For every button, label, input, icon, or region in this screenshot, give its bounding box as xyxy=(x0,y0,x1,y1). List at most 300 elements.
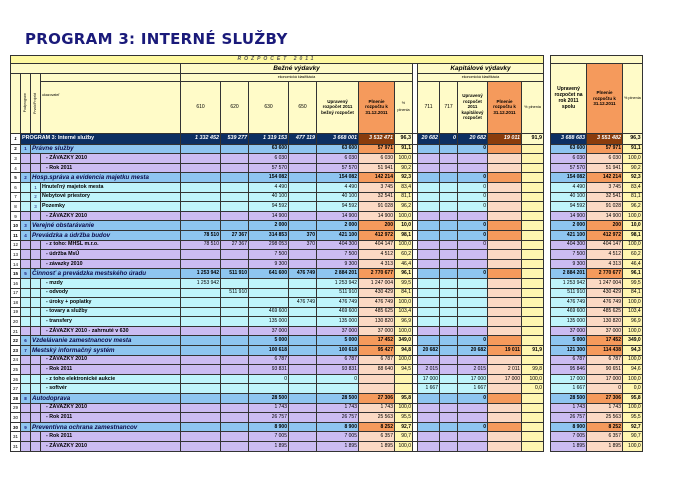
pct-bezny: 100,0 xyxy=(395,442,413,452)
val-650 xyxy=(289,374,317,384)
subprogram-number: 3 xyxy=(21,221,31,231)
plnenie-spolu: 32 541 xyxy=(587,192,623,202)
plnenie-spolu: 1 895 xyxy=(587,442,623,452)
upr-kap: 0 xyxy=(458,144,488,154)
val-620: 511 910 xyxy=(221,288,249,298)
plnenie-spolu: 3 745 xyxy=(587,182,623,192)
val-610: 78 510 xyxy=(181,230,221,240)
val-610 xyxy=(181,154,221,164)
val-620 xyxy=(221,173,249,183)
table-row xyxy=(11,133,643,144)
upr-kap xyxy=(458,298,488,308)
plnenie-kap xyxy=(488,192,522,202)
upr-bezny-header: Upravený rozpočet 2011 bežný rozpočet xyxy=(317,81,359,133)
pct-kap xyxy=(522,163,544,173)
row-label: Nebytové priestory xyxy=(41,192,181,202)
upr-bezny: 37 000 xyxy=(317,326,359,336)
val-620: 511 910 xyxy=(221,269,249,279)
row-number: 31 xyxy=(11,432,21,442)
pct-kap xyxy=(522,326,544,336)
subprogram-cell xyxy=(21,317,31,327)
val-650: 370 xyxy=(289,230,317,240)
pct-bezny xyxy=(395,384,413,394)
subprogram-number: 4 xyxy=(21,230,31,240)
val-650 xyxy=(289,365,317,375)
upr-kap xyxy=(458,211,488,221)
pct-bezny: 46,4 xyxy=(395,259,413,269)
upr-kap xyxy=(458,154,488,164)
val-650 xyxy=(289,221,317,231)
plnenie-spolu: 6 787 xyxy=(587,355,623,365)
pct-bezny: 100,0 xyxy=(395,298,413,308)
pct-kap xyxy=(522,230,544,240)
pct-spolu: 100,0 xyxy=(623,355,643,365)
upr-kap: 20 682 xyxy=(458,346,488,356)
upr-bezny: 6 030 xyxy=(317,154,359,164)
plnenie-bezny: 4 313 xyxy=(359,259,395,269)
plnenie-bezny: 412 972 xyxy=(359,230,395,240)
plnenie-kap xyxy=(488,221,522,231)
pct-kap xyxy=(522,288,544,298)
val-610: 1 253 942 xyxy=(181,278,221,288)
val-620 xyxy=(221,278,249,288)
upr-bezny: 4 490 xyxy=(317,182,359,192)
plnenie-spolu: 51 941 xyxy=(587,163,623,173)
row-label: - mzdy xyxy=(41,278,181,288)
upr-bezny: 6 787 xyxy=(317,355,359,365)
plnenie-bezny: 25 563 xyxy=(359,413,395,423)
plnenie-spolu: 4 313 xyxy=(587,259,623,269)
val-610 xyxy=(181,144,221,154)
subprogram-cell xyxy=(21,403,31,413)
upr-spolu: 1 895 xyxy=(551,442,587,452)
upr-bezny: 100 618 xyxy=(317,346,359,356)
upr-kap: 0 xyxy=(458,394,488,404)
pct-bezny: 60,2 xyxy=(395,250,413,260)
upr-bezny xyxy=(317,384,359,394)
plnenie-bezny: 130 820 xyxy=(359,317,395,327)
val-650 xyxy=(289,307,317,317)
val-630 xyxy=(249,384,289,394)
subprogram-number: 9 xyxy=(21,422,31,432)
val-610 xyxy=(181,394,221,404)
val-711: 20 682 xyxy=(418,346,440,356)
upr-spolu: 63 600 xyxy=(551,144,587,154)
upr-kap xyxy=(458,432,488,442)
row-label: Právne služby xyxy=(31,144,181,154)
table-row xyxy=(11,259,643,269)
table-row xyxy=(11,250,643,260)
pct-spolu: 95,8 xyxy=(623,394,643,404)
plnenie-spolu: 91 028 xyxy=(587,202,623,212)
upr-bezny: 57 570 xyxy=(317,163,359,173)
plnenie-bezny: 57 971 xyxy=(359,144,395,154)
plnenie-bezny: 3 532 471 xyxy=(359,133,395,144)
upr-bezny: 94 592 xyxy=(317,202,359,212)
val-717 xyxy=(440,211,458,221)
plnenie-kap xyxy=(488,259,522,269)
val-610 xyxy=(181,374,221,384)
plnenie-kap xyxy=(488,288,522,298)
row-label: - transfery xyxy=(41,317,181,327)
plnenie-kap xyxy=(488,173,522,183)
val-650 xyxy=(289,346,317,356)
pct-spolu: 100,0 xyxy=(623,298,643,308)
plnenie-bezny: 476 749 xyxy=(359,298,395,308)
element-number xyxy=(31,384,41,394)
subprogram-cell xyxy=(21,163,31,173)
upr-bezny: 8 900 xyxy=(317,422,359,432)
val-711: 17 000 xyxy=(418,374,440,384)
upr-spolu: 95 846 xyxy=(551,365,587,375)
pct-spolu: 60,2 xyxy=(623,250,643,260)
subprogram-cell xyxy=(21,240,31,250)
table-row xyxy=(11,336,643,346)
upr-bezny: 40 100 xyxy=(317,192,359,202)
upr-bezny: 7 005 xyxy=(317,432,359,442)
table-row xyxy=(11,326,643,336)
table-row xyxy=(11,182,643,192)
val-610 xyxy=(181,422,221,432)
plnenie-spolu: 476 749 xyxy=(587,298,623,308)
val-717 xyxy=(440,182,458,192)
val-610 xyxy=(181,346,221,356)
table-row xyxy=(11,240,643,250)
row-label: - ZÁVAZKY 2010 - zahrnuté v 630 xyxy=(41,326,181,336)
table-row xyxy=(11,269,643,279)
upr-kap: 0 xyxy=(458,192,488,202)
pct-kap xyxy=(522,250,544,260)
val-610 xyxy=(181,163,221,173)
row-label: - úroky + poplatky xyxy=(41,298,181,308)
plnenie-bezny: 3 745 xyxy=(359,182,395,192)
val-711 xyxy=(418,173,440,183)
val-711 xyxy=(418,403,440,413)
row-label: - z toho elektronické aukcie xyxy=(41,374,181,384)
row-number: 25 xyxy=(11,365,21,375)
plnenie-bezny: 32 541 xyxy=(359,192,395,202)
plnenie-bezny-header: Plnenie rozpočtu k 31.12.2011 xyxy=(359,81,395,133)
upr-spolu-header: Upravený rozpočet na rok 2011 spolu xyxy=(551,64,587,134)
val-711 xyxy=(418,336,440,346)
row-number: 13 xyxy=(11,250,21,260)
budget-table xyxy=(10,55,643,452)
row-label: - softvér xyxy=(41,384,181,394)
plnenie-bezny: 1 743 xyxy=(359,403,395,413)
val-711 xyxy=(418,259,440,269)
table-row xyxy=(11,307,643,317)
pct-spolu-header: % plnenia xyxy=(623,64,643,134)
val-711 xyxy=(418,221,440,231)
val-711 xyxy=(418,202,440,212)
element-number xyxy=(31,250,41,260)
pct-spolu: 96,3 xyxy=(623,133,643,144)
pct-kap xyxy=(522,413,544,423)
podprogram-header: Podprogram xyxy=(23,93,27,113)
upr-kap xyxy=(458,278,488,288)
val-610 xyxy=(181,307,221,317)
pct-kap xyxy=(522,182,544,192)
val-610 xyxy=(181,442,221,452)
val-711 xyxy=(418,355,440,365)
row-label: - odvody xyxy=(41,288,181,298)
pct-bezny: 90,7 xyxy=(395,432,413,442)
pct-kap xyxy=(522,394,544,404)
page-title: PROGRAM 3: INTERNÉ SLUŽBY xyxy=(25,30,288,48)
row-number: 14 xyxy=(11,259,21,269)
upr-bezny: 469 600 xyxy=(317,307,359,317)
val-630: 9 300 xyxy=(249,259,289,269)
upr-kap: 0 xyxy=(458,182,488,192)
upr-bezny: 476 749 xyxy=(317,298,359,308)
row-number: 15 xyxy=(11,269,21,279)
upr-spolu: 135 000 xyxy=(551,317,587,327)
plnenie-kap xyxy=(488,384,522,394)
element-number xyxy=(31,365,41,375)
plnenie-bezny: 430 429 xyxy=(359,288,395,298)
pct-kap xyxy=(522,154,544,164)
upr-kap: 2 015 xyxy=(458,365,488,375)
val-630: 100 618 xyxy=(249,346,289,356)
upr-spolu: 57 570 xyxy=(551,163,587,173)
row-number: 11 xyxy=(11,230,21,240)
val-717 xyxy=(440,307,458,317)
plnenie-spolu: 6 030 xyxy=(587,154,623,164)
val-650: 476 749 xyxy=(289,298,317,308)
plnenie-kap xyxy=(488,211,522,221)
pct-bezny: 99,5 xyxy=(395,278,413,288)
element-number xyxy=(31,317,41,327)
table-row xyxy=(11,317,643,327)
val-711 xyxy=(418,432,440,442)
upr-kap xyxy=(458,413,488,423)
upr-kap xyxy=(458,163,488,173)
pct-spolu: 96,2 xyxy=(623,202,643,212)
val-717 xyxy=(440,278,458,288)
pct-kap xyxy=(522,355,544,365)
plnenie-bezny: 4 512 xyxy=(359,250,395,260)
plnenie-spolu: 2 770 677 xyxy=(587,269,623,279)
upr-kap xyxy=(458,307,488,317)
val-610 xyxy=(181,211,221,221)
subprogram-cell xyxy=(21,182,31,192)
plnenie-kap xyxy=(488,144,522,154)
val-620 xyxy=(221,442,249,452)
val-630: 7 500 xyxy=(249,250,289,260)
pct-kap xyxy=(522,307,544,317)
val-630: 135 000 xyxy=(249,317,289,327)
table-row xyxy=(11,192,643,202)
table-row xyxy=(11,413,643,423)
plnenie-bezny: 37 000 xyxy=(359,326,395,336)
upr-spolu: 7 500 xyxy=(551,250,587,260)
pct-kap xyxy=(522,336,544,346)
col-717: 717 xyxy=(440,81,458,133)
subprogram-cell xyxy=(21,413,31,423)
row-label: Hnuteľný majetok mesta xyxy=(41,182,181,192)
upr-bezny: 9 300 xyxy=(317,259,359,269)
pct-kap xyxy=(522,269,544,279)
plnenie-spolu: 37 000 xyxy=(587,326,623,336)
plnenie-bezny: 14 900 xyxy=(359,211,395,221)
upr-kap xyxy=(458,288,488,298)
upr-bezny: 0 xyxy=(317,374,359,384)
val-630: 7 005 xyxy=(249,432,289,442)
pct-kap xyxy=(522,403,544,413)
plnenie-spolu: 8 252 xyxy=(587,422,623,432)
upr-bezny: 3 668 001 xyxy=(317,133,359,144)
val-717 xyxy=(440,230,458,240)
row-label: - ZÁVAZKY 2010 xyxy=(41,403,181,413)
row-label: - z toho: MHSL m.r.o. xyxy=(41,240,181,250)
val-610 xyxy=(181,192,221,202)
pct-spolu: 100,0 xyxy=(623,211,643,221)
row-label: - tovary a služby xyxy=(41,307,181,317)
val-711 xyxy=(418,230,440,240)
plnenie-kap xyxy=(488,394,522,404)
plnenie-kap xyxy=(488,240,522,250)
val-620 xyxy=(221,422,249,432)
val-717 xyxy=(440,374,458,384)
pct-spolu: 84,1 xyxy=(623,288,643,298)
plnenie-kap xyxy=(488,230,522,240)
table-row xyxy=(11,374,643,384)
val-630: 2 000 xyxy=(249,221,289,231)
pct-spolu: 83,4 xyxy=(623,182,643,192)
val-620 xyxy=(221,211,249,221)
subprogram-number: 6 xyxy=(21,336,31,346)
val-650 xyxy=(289,288,317,298)
val-650 xyxy=(289,432,317,442)
val-620 xyxy=(221,403,249,413)
table-row xyxy=(11,394,643,404)
pct-bezny: 100,0 xyxy=(395,154,413,164)
val-650: 476 749 xyxy=(289,269,317,279)
upr-bezny: 1 253 942 xyxy=(317,278,359,288)
val-650 xyxy=(289,154,317,164)
pct-kap xyxy=(522,278,544,288)
val-610 xyxy=(181,413,221,423)
upr-spolu: 6 787 xyxy=(551,355,587,365)
val-620: 27 367 xyxy=(221,240,249,250)
row-number: 8 xyxy=(11,202,21,212)
subprogram-cell xyxy=(21,384,31,394)
row-label: Prevádzka a údržba budov xyxy=(31,230,181,240)
plnenie-kap: 17 000 xyxy=(488,374,522,384)
plnenie-kap xyxy=(488,336,522,346)
subprogram-cell xyxy=(21,211,31,221)
upr-spolu: 121 300 xyxy=(551,346,587,356)
upr-bezny: 14 900 xyxy=(317,211,359,221)
val-717 xyxy=(440,432,458,442)
pct-spolu: 100,0 xyxy=(623,374,643,384)
subprogram-cell xyxy=(21,355,31,365)
val-717: 0 xyxy=(440,133,458,144)
val-630: 154 082 xyxy=(249,173,289,183)
val-717 xyxy=(440,269,458,279)
subprogram-cell xyxy=(21,250,31,260)
row-label: Vzdelávanie zamestnancov mesta xyxy=(31,336,181,346)
pct-bezny: 95,5 xyxy=(395,413,413,423)
header-group-row xyxy=(11,64,643,74)
pct-spolu: 96,1 xyxy=(623,269,643,279)
plnenie-kap-header: Plnenie rozpočtu k 31.12.2011 xyxy=(488,81,522,133)
pct-bezny: 96,9 xyxy=(395,317,413,327)
pct-kap: 0,0 xyxy=(522,384,544,394)
row-number: 5 xyxy=(11,173,21,183)
pct-kap xyxy=(522,422,544,432)
val-620 xyxy=(221,326,249,336)
val-650 xyxy=(289,163,317,173)
table-row xyxy=(11,144,643,154)
pct-bezny: 100,0 xyxy=(395,211,413,221)
plnenie-spolu: 1 743 xyxy=(587,403,623,413)
plnenie-bezny: 1 895 xyxy=(359,442,395,452)
pct-spolu: 349,0 xyxy=(623,336,643,346)
plnenie-spolu: 430 429 xyxy=(587,288,623,298)
val-620 xyxy=(221,192,249,202)
upr-spolu: 94 592 xyxy=(551,202,587,212)
val-650 xyxy=(289,384,317,394)
ek-klas-bezne: ekonomická klasifikácia xyxy=(181,73,413,81)
val-630: 0 xyxy=(249,374,289,384)
val-650 xyxy=(289,144,317,154)
val-717 xyxy=(440,173,458,183)
val-630: 57 570 xyxy=(249,163,289,173)
val-711 xyxy=(418,154,440,164)
subprogram-cell xyxy=(21,278,31,288)
upr-kap: 0 xyxy=(458,422,488,432)
val-717 xyxy=(440,384,458,394)
plnenie-bezny: 27 306 xyxy=(359,394,395,404)
val-717 xyxy=(440,221,458,231)
pct-bezny: 83,4 xyxy=(395,182,413,192)
plnenie-spolu: 0 xyxy=(587,384,623,394)
pct-spolu: 98,1 xyxy=(623,230,643,240)
val-630: 28 500 xyxy=(249,394,289,404)
val-711 xyxy=(418,269,440,279)
val-620 xyxy=(221,163,249,173)
val-620 xyxy=(221,384,249,394)
upr-spolu: 9 300 xyxy=(551,259,587,269)
upr-kap xyxy=(458,250,488,260)
val-650 xyxy=(289,422,317,432)
val-717 xyxy=(440,144,458,154)
pct-spolu: 100,0 xyxy=(623,403,643,413)
pct-bezny: 90,2 xyxy=(395,163,413,173)
val-630: 8 900 xyxy=(249,422,289,432)
pct-spolu: 46,4 xyxy=(623,259,643,269)
subprogram-number: 2 xyxy=(21,173,31,183)
row-label: Preventívna ochrana zamestnancov xyxy=(31,422,181,432)
upr-bezny: 404 300 xyxy=(317,240,359,250)
val-630: 1 743 xyxy=(249,403,289,413)
row-number: 30 xyxy=(11,422,21,432)
pct-bezny: 96,2 xyxy=(395,202,413,212)
element-number: 1 xyxy=(31,182,41,192)
table-row xyxy=(11,221,643,231)
subprogram-cell xyxy=(21,259,31,269)
plnenie-kap xyxy=(488,278,522,288)
element-number: 2 xyxy=(31,192,41,202)
val-717 xyxy=(440,346,458,356)
val-650 xyxy=(289,202,317,212)
row-number: 18 xyxy=(11,298,21,308)
val-711 xyxy=(418,317,440,327)
pct-bezny: 96,3 xyxy=(395,133,413,144)
upr-bezny: 2 884 201 xyxy=(317,269,359,279)
pct-bezny: 100,0 xyxy=(395,403,413,413)
